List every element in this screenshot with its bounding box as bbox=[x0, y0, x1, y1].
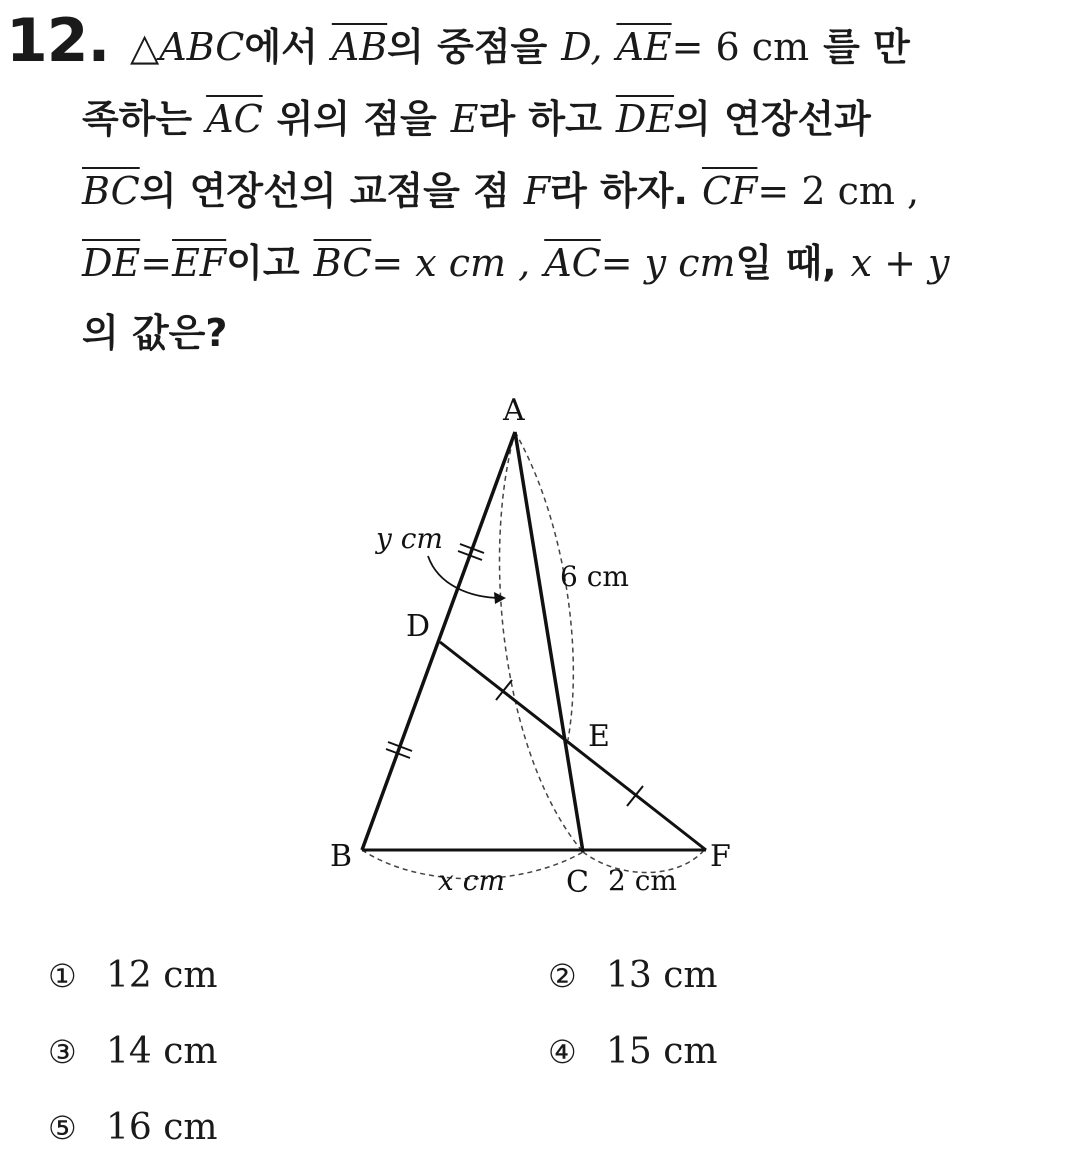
point-d: D, bbox=[561, 25, 603, 69]
segment-ab-line bbox=[362, 432, 515, 850]
option-5[interactable] bbox=[48, 1107, 218, 1148]
equation: = 2 cm , bbox=[757, 169, 920, 213]
option-3[interactable] bbox=[48, 1031, 218, 1072]
segment-df-line bbox=[440, 642, 706, 850]
text: 의 연장선의 교점을 점 bbox=[139, 169, 510, 213]
option-mark: ④ bbox=[548, 1033, 577, 1071]
option-mark: ② bbox=[548, 957, 577, 995]
arc-ac bbox=[500, 432, 583, 852]
option-text: 13 cm bbox=[606, 955, 718, 996]
label-2-cm: 2 cm bbox=[608, 864, 677, 897]
label-point-c: C bbox=[566, 865, 589, 900]
segment-ac: $\overline{AC}$ bbox=[206, 97, 263, 141]
option-mark: ⑤ bbox=[48, 1109, 77, 1147]
label-point-a: A bbox=[503, 393, 525, 428]
question-line-5: 의 값은? bbox=[82, 311, 228, 355]
point-f: F bbox=[523, 169, 551, 213]
label-point-b: B bbox=[330, 839, 353, 874]
question-number: 12. bbox=[6, 6, 110, 76]
text: 일 때, bbox=[735, 241, 837, 285]
option-2[interactable] bbox=[548, 955, 718, 996]
text: 라 하고 bbox=[478, 97, 602, 141]
segment-de: $\overline{DE}$ bbox=[615, 97, 675, 141]
arrow-y-label bbox=[428, 556, 502, 598]
expression: x + y bbox=[850, 241, 950, 285]
segment-ef: $\overline{EF}$ bbox=[172, 241, 227, 285]
label-point-d: D bbox=[406, 609, 431, 644]
option-mark: ③ bbox=[48, 1033, 77, 1071]
equals: = bbox=[140, 241, 173, 285]
option-text: 16 cm bbox=[106, 1107, 218, 1148]
option-1[interactable] bbox=[48, 955, 218, 996]
text: 에서 bbox=[244, 25, 318, 69]
equation: = x cm , bbox=[371, 241, 531, 285]
option-text: 14 cm bbox=[106, 1031, 218, 1072]
segment-ab: $\overline{AB}$ bbox=[331, 25, 388, 69]
segment-ac: $\overline{AC}$ bbox=[544, 241, 601, 285]
equation: = 6 cm bbox=[671, 25, 810, 69]
segment-bc: $\overline{BC}$ bbox=[313, 241, 372, 285]
option-text: 15 cm bbox=[606, 1031, 718, 1072]
triangle-abc: △ABC bbox=[130, 25, 245, 69]
option-4[interactable] bbox=[548, 1031, 718, 1072]
segment-bc: $\overline{BC}$ bbox=[82, 169, 140, 213]
text: 위의 점을 bbox=[276, 97, 437, 141]
label-x-cm: x cm bbox=[438, 864, 505, 897]
label-6-cm: 6 cm bbox=[560, 560, 629, 593]
label-y-cm: y cm bbox=[376, 522, 443, 555]
text: 족하는 bbox=[82, 97, 193, 141]
point-e: E bbox=[450, 97, 479, 141]
equation: = y cm bbox=[600, 241, 736, 285]
text: 라 하자. bbox=[550, 169, 688, 213]
text: 이고 bbox=[226, 241, 300, 285]
option-mark: ① bbox=[48, 957, 77, 995]
segment-ae: $\overline{AE}$ bbox=[616, 25, 672, 69]
label-point-e: E bbox=[588, 719, 610, 754]
option-text: 12 cm bbox=[106, 955, 218, 996]
segment-de: $\overline{DE}$ bbox=[82, 241, 141, 285]
text: 의 중점을 bbox=[387, 25, 548, 69]
segment-cf: $\overline{CF}$ bbox=[701, 169, 758, 213]
label-point-f: F bbox=[710, 839, 731, 874]
text: 의 연장선과 bbox=[674, 97, 871, 141]
text: 를 만 bbox=[823, 25, 910, 69]
